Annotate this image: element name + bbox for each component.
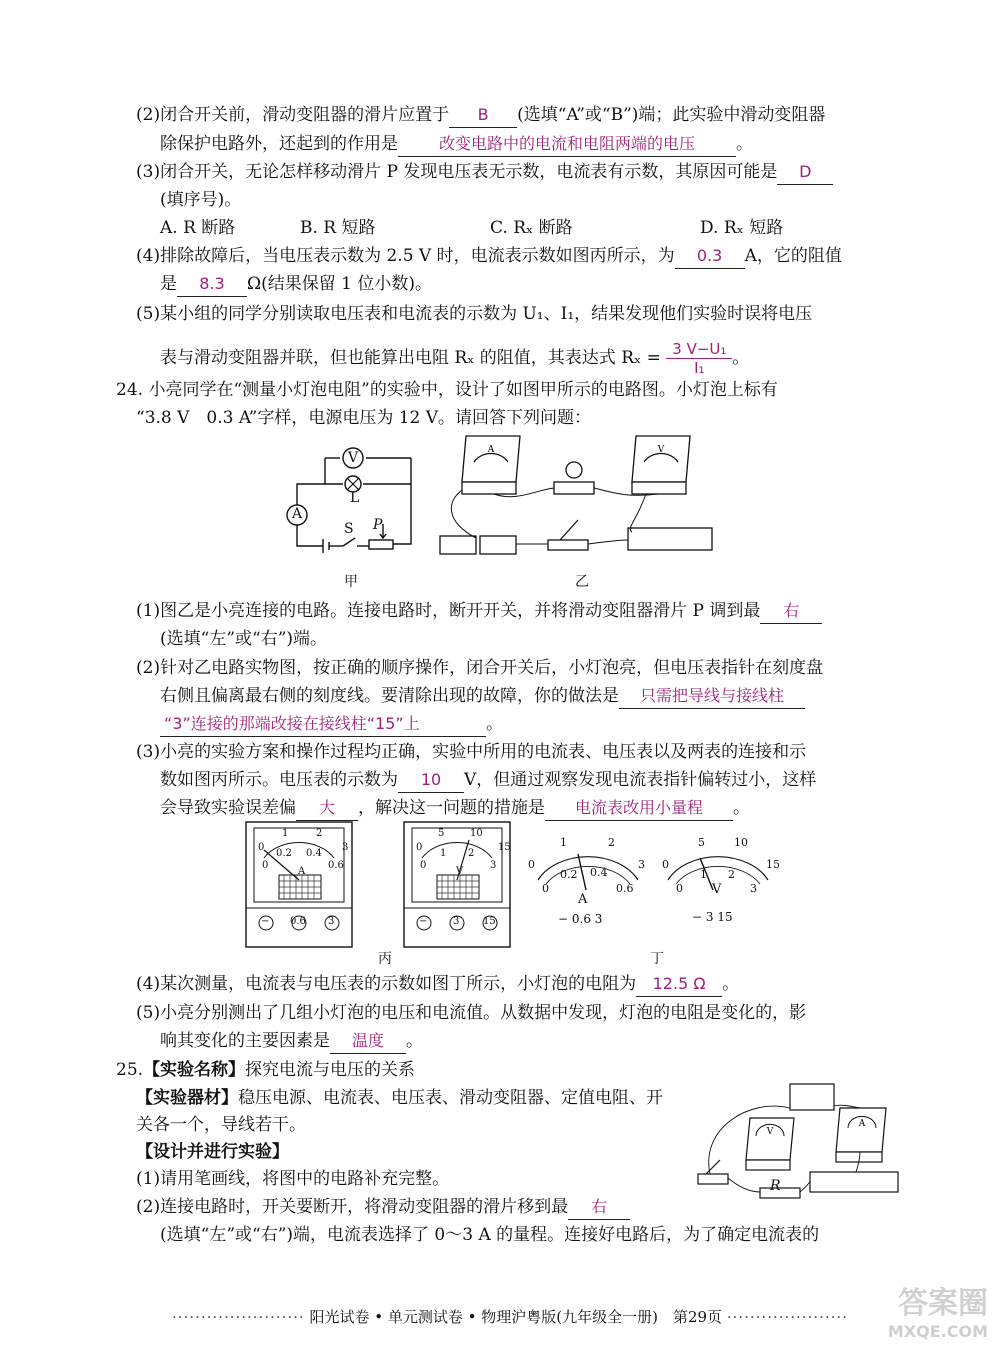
label-l: L bbox=[350, 490, 360, 506]
text: 右侧且偏离最右侧的刻度线。要清除出现的故障，你的做法是 bbox=[160, 686, 619, 706]
watermark-url: MXQE.COM bbox=[887, 1322, 988, 1341]
page-footer bbox=[120, 1306, 900, 1327]
tick: 0 bbox=[262, 860, 269, 871]
watermark-text: 答案圈 bbox=[898, 1286, 988, 1321]
q23-options bbox=[160, 216, 783, 240]
label-s: S bbox=[344, 521, 354, 537]
ammeter-terminal: − bbox=[261, 916, 270, 927]
fig-label-bing: 丙 bbox=[378, 951, 392, 967]
tick: 1 bbox=[282, 828, 289, 839]
answer-blank: “3”连接的那端改接在接线柱“15”上 bbox=[160, 712, 486, 737]
switch-icon bbox=[548, 540, 588, 550]
tick: 5 bbox=[698, 836, 705, 849]
tick: 3 bbox=[750, 882, 757, 895]
ammeter-device bbox=[462, 436, 520, 482]
q24-stem-line1: 24. 小亮同学在“测量小灯泡电阻”的实验中，设计了如图甲所示的电路图。小灯泡上标有 bbox=[116, 380, 778, 400]
q25-part1: (1)请用笔画线，将图中的电路补充完整。 bbox=[136, 1169, 450, 1189]
rheostat-icon bbox=[628, 528, 712, 550]
answer-blank: 右 bbox=[568, 1195, 630, 1220]
q24-part4 bbox=[136, 972, 739, 997]
text: 探究电流与电压的关系 bbox=[245, 1060, 416, 1080]
q24-part1-line2: (选填“左”或“右”)端。 bbox=[160, 629, 328, 649]
voltmeter-terminal: 3 bbox=[453, 916, 460, 927]
q24-part2-line2 bbox=[160, 684, 805, 709]
q25-design-tag: 【设计并进行实验】 bbox=[136, 1142, 289, 1162]
option-c: C. Rₓ 断路 bbox=[490, 218, 573, 238]
fig-yi-ammeter-letter: A bbox=[487, 445, 495, 455]
voltmeter-terminal: − bbox=[419, 916, 428, 927]
text: 。 bbox=[732, 348, 750, 368]
battery-icon bbox=[480, 536, 516, 554]
tick: 0.2 bbox=[276, 848, 292, 859]
fig-yi-voltmeter-letter: V bbox=[657, 445, 665, 455]
tick: 0 bbox=[258, 842, 265, 853]
tick: 3 bbox=[342, 842, 349, 853]
tick: 1 bbox=[700, 868, 707, 881]
q24-part5-line1: (5)小亮分别测出了几组小灯泡的电压和电流值。从数据中发现，灯泡的电阻是变化的，影 bbox=[136, 1003, 807, 1023]
text: 数如图丙所示。电压表的示数为 bbox=[160, 770, 398, 790]
footer-text: 阳光试卷 • 单元测试卷 • 物理沪粤版(九年级全一册) 第29页 bbox=[309, 1308, 723, 1326]
text: (选填“A”或“B”)端；此实验中滑动变阻器 bbox=[517, 105, 826, 125]
tick: V bbox=[456, 866, 464, 877]
tick: 1 bbox=[440, 848, 447, 859]
answer-blank: 只需把导线与接线柱 bbox=[619, 684, 805, 709]
battery-icon bbox=[440, 536, 476, 554]
option-d: D. Rₓ 短路 bbox=[700, 218, 784, 238]
circuit-photo-yi bbox=[436, 432, 726, 564]
text: (1)图乙是小亮连接的电路。连接电路时，断开开关，并将滑动变阻器滑片 P 调到最 bbox=[136, 601, 761, 621]
answer-blank: B bbox=[449, 103, 517, 128]
fig-label-yi: 乙 bbox=[575, 574, 589, 590]
tick: V bbox=[712, 882, 722, 897]
text: 响其变化的主要因素是 bbox=[160, 1031, 330, 1051]
label-v: V bbox=[348, 450, 359, 466]
answer-blank: 右 bbox=[760, 599, 822, 624]
q25-part2-line1 bbox=[136, 1195, 630, 1220]
question-number: 25. bbox=[116, 1060, 144, 1080]
text: A，它的阻值 bbox=[744, 246, 842, 266]
text: (4)排除故障后，当电压表示数为 2.5 V 时，电流表示数如图丙所示，为 bbox=[136, 246, 675, 266]
footer-dots-left: ······················· bbox=[172, 1308, 305, 1326]
tick: 0.6 bbox=[328, 860, 344, 871]
text: 表与滑动变阻器并联，但也能算出电阻 Rₓ 的阻值，其表达式 Rₓ = bbox=[160, 348, 661, 368]
q24-part2-line3 bbox=[160, 712, 503, 737]
label-r: R bbox=[770, 1178, 781, 1194]
tick: A bbox=[578, 892, 588, 907]
text: 。 bbox=[486, 714, 503, 734]
option-a: A. R 断路 bbox=[160, 218, 236, 238]
text: ，解决这一问题的措施是 bbox=[358, 798, 545, 818]
fraction-numerator: 3 V−U₁ bbox=[666, 340, 732, 359]
text: (2)闭合开关前，滑动变阻器的滑片应置于 bbox=[136, 105, 450, 125]
tick: 5 bbox=[438, 828, 445, 839]
lamp-holder bbox=[554, 482, 594, 494]
footer-dots-right: ····················· bbox=[726, 1308, 848, 1326]
q23-part2-line1 bbox=[136, 103, 825, 128]
answer-blank: D bbox=[777, 160, 833, 185]
answer-blank: 8.3 bbox=[177, 272, 247, 297]
tick: 2 bbox=[608, 836, 615, 849]
text: (2)连接电路时，开关要断开，将滑动变阻器的滑片移到最 bbox=[136, 1197, 569, 1217]
terminal-labels: − 0.6 3 bbox=[558, 912, 603, 926]
tick: 0 bbox=[542, 882, 549, 895]
q23-part4-line1 bbox=[136, 244, 842, 269]
fraction-denominator: I₁ bbox=[694, 359, 705, 377]
q25-materials-line2: 关各一个，导线若干。 bbox=[136, 1115, 306, 1135]
q24-part3-line3 bbox=[160, 796, 750, 821]
tick: 2 bbox=[468, 848, 475, 859]
q25-circuit-figure bbox=[690, 1078, 910, 1206]
text: 是 bbox=[160, 274, 177, 294]
voltmeter-bing bbox=[404, 822, 510, 947]
tick: 0.4 bbox=[306, 848, 322, 859]
tick: 1 bbox=[560, 836, 567, 849]
tick: 15 bbox=[498, 842, 511, 853]
answer-blank: 电流表改用小量程 bbox=[545, 796, 733, 821]
tick: 3 bbox=[638, 858, 645, 871]
q24-part3-line2 bbox=[160, 768, 816, 793]
label-p: P bbox=[373, 517, 383, 533]
answer-blank: 温度 bbox=[330, 1029, 406, 1054]
q23-part5-line1: (5)某小组的同学分别读取电压表和电流表的示数为 U₁、I₁，结果发现他们实验时误将电压 bbox=[136, 304, 813, 324]
q24-part2-line1: (2)针对乙电路实物图，按正确的顺序操作，闭合开关后，小灯泡亮，但电压表指针在刻度盘 bbox=[136, 658, 824, 678]
answer-blank: 10 bbox=[398, 768, 464, 793]
q24-part3-line1: (3)小亮的实验方案和操作过程均正确，实验中所用的电流表、电压表以及两表的连接和示 bbox=[136, 742, 807, 762]
q23-part2-line2 bbox=[160, 132, 753, 157]
tick: 2 bbox=[728, 868, 735, 881]
answer-blank: 12.5 Ω bbox=[636, 972, 722, 997]
answer-blank: 大 bbox=[296, 796, 358, 821]
meters-figure-bing bbox=[244, 820, 514, 955]
q24-part1-line1 bbox=[136, 599, 822, 624]
tick: 0 bbox=[420, 860, 427, 871]
tick: 0 bbox=[662, 858, 669, 871]
q25-part2-line2: (选填“左”或“右”)端，电流表选择了 0～3 A 的量程。连接好电路后，为了确定电流表的 bbox=[160, 1225, 820, 1245]
tick: 10 bbox=[470, 828, 483, 839]
text: (4)某次测量，电流表与电压表的示数如图丁所示，小灯泡的电阻为 bbox=[136, 974, 637, 994]
label-a: A bbox=[292, 506, 303, 522]
text: 会导致实验误差偏 bbox=[160, 798, 296, 818]
text: 除保护电路外，还起到的作用是 bbox=[160, 134, 398, 154]
text: 。 bbox=[733, 798, 750, 818]
q25-title bbox=[116, 1058, 415, 1082]
ding-ammeter-labels bbox=[528, 832, 648, 932]
text: 。 bbox=[406, 1031, 423, 1051]
fig-label-jia: 甲 bbox=[344, 574, 358, 590]
fraction-answer bbox=[666, 340, 732, 377]
tick: 15 bbox=[766, 858, 780, 871]
tick: 0.6 bbox=[616, 882, 634, 895]
q23-part5-line2 bbox=[160, 340, 749, 377]
text: Ω(结果保留 1 位小数)。 bbox=[247, 274, 432, 294]
voltmeter-device bbox=[632, 436, 690, 482]
tick: 0.2 bbox=[560, 868, 578, 881]
option-b: B. R 短路 bbox=[300, 218, 376, 238]
tick: 3 bbox=[490, 860, 497, 871]
tick: 0 bbox=[416, 842, 423, 853]
bulb-icon bbox=[566, 462, 582, 478]
tick: 0 bbox=[528, 858, 535, 871]
q25-voltmeter-letter: V bbox=[766, 1127, 774, 1137]
text: 稳压电源、电流表、电压表、滑动变阻器、定值电阻、开 bbox=[238, 1088, 663, 1108]
voltmeter-terminal: 15 bbox=[483, 916, 496, 927]
answer-blank: 0.3 bbox=[675, 244, 745, 269]
terminal-labels: − 3 15 bbox=[692, 910, 733, 924]
q23-part4-line2 bbox=[160, 272, 432, 297]
q25-ammeter-letter: A bbox=[858, 1119, 866, 1129]
fig-label-ding: 丁 bbox=[650, 951, 664, 967]
ding-voltmeter-labels bbox=[662, 832, 782, 932]
answer-blank: 改变电路中的电流和电阻两端的电压 bbox=[398, 132, 736, 157]
text: (3)闭合开关，无论怎样移动滑片 P 发现电压表无示数，电流表有示数，其原因可能是 bbox=[136, 162, 778, 182]
tick: 2 bbox=[316, 828, 323, 839]
section-tag: 【实验器材】 bbox=[136, 1088, 238, 1108]
q24-stem-line2: “3.8 V 0.3 A”字样，电源电压为 12 V。请回答下列问题： bbox=[136, 408, 592, 428]
q23-part3-line1 bbox=[136, 160, 833, 185]
ammeter-device bbox=[836, 1108, 886, 1152]
switch-icon bbox=[698, 1174, 728, 1184]
text: V，但通过观察发现电流表指针偏转过小，这样 bbox=[464, 770, 817, 790]
q24-part5-line2 bbox=[160, 1029, 423, 1054]
ammeter-terminal: 0.6 bbox=[290, 916, 306, 927]
text: 。 bbox=[736, 134, 753, 154]
section-tag: 【实验名称】 bbox=[143, 1060, 246, 1080]
watermark-logo bbox=[828, 1286, 988, 1350]
tick: 0.4 bbox=[590, 866, 608, 879]
ammeter-bing bbox=[246, 822, 352, 947]
ammeter-terminal: 3 bbox=[328, 916, 335, 927]
tick: 10 bbox=[734, 836, 748, 849]
q23-part3-line2: (填序号)。 bbox=[160, 190, 242, 210]
power-supply-icon bbox=[790, 1084, 834, 1110]
q25-materials-line1 bbox=[136, 1086, 663, 1110]
rheostat-icon bbox=[810, 1172, 898, 1192]
tick: A bbox=[298, 866, 306, 877]
tick: 0 bbox=[676, 882, 683, 895]
text: 。 bbox=[722, 974, 740, 994]
